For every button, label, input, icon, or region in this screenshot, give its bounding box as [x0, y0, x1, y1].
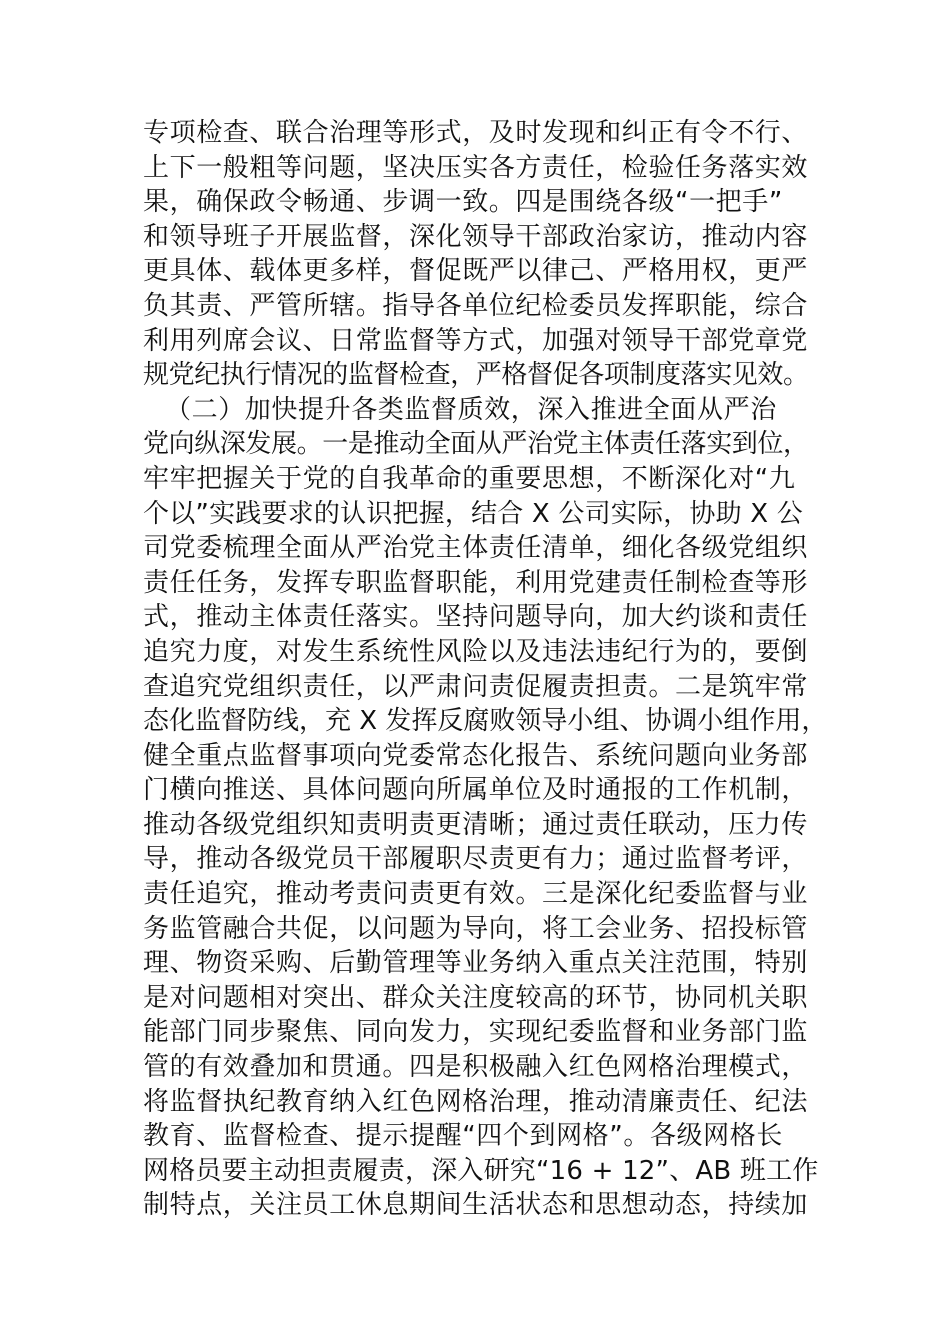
- text-line: 负其责、严管所辖。指导各单位纪检委员发挥职能，综合: [143, 290, 809, 321]
- text-line: 专项检查、联合治理等形式，及时发现和纠正有令不行、: [143, 118, 809, 148]
- text-line: 务监管融合共促，以问题为导向，将工会业务、招投标管: [143, 913, 809, 944]
- text-line: 管的有效叠加和贯通。四是积极融入红色网格治理模式，: [143, 1052, 809, 1083]
- text-line: 牢牢把握关于党的自我革命的重要思想，不断深化对“九: [143, 463, 796, 494]
- text-line: 网格员要主动担责履责，深入研究“16 + 12”、AB 班工作: [143, 1155, 819, 1186]
- text-line: 式，推动主体责任落实。坚持问题导向，加大约谈和责任: [143, 602, 809, 633]
- text-line: 态化监督防线，充 X 发挥反腐败领导小组、协调小组作用，: [143, 706, 828, 737]
- text-line: 责任任务，发挥专职监督职能，利用党建责任制检查等形: [143, 567, 809, 598]
- text-line: 门横向推送、具体问题向所属单位及时通报的工作机制，: [143, 775, 809, 806]
- paragraph-start-line: （二）加快提升各类监督质效，深入推进全面从严治: [165, 394, 777, 425]
- text-line: 上下一般粗等问题，坚决压实各方责任，检验任务落实效: [143, 152, 809, 183]
- text-line: 个以”实践要求的认识把握，结合 X 公司实际，协助 X 公: [143, 498, 803, 529]
- text-line: 将监督执纪教育纳入红色网格治理，推动清廉责任、纪法: [143, 1086, 809, 1117]
- text-line: 教育、监督检查、提示提醒“四个到网格”。各级网格长: [143, 1121, 783, 1152]
- text-line: 导，推动各级党员干部履职尽责更有力；通过监督考评，: [143, 844, 809, 875]
- text-line: 和领导班子开展监督，深化领导干部政治家访，推动内容: [143, 221, 809, 252]
- text-line: 是对问题相对突出、群众关注度较高的环节，协同机关职: [143, 982, 809, 1013]
- text-line: 司党委梳理全面从严治党主体责任清单，细化各级党组织: [143, 533, 809, 564]
- text-line: 能部门同步聚焦、同向发力，实现纪委监督和业务部门监: [143, 1017, 809, 1048]
- text-line: 利用列席会议、日常监督等方式，加强对领导干部党章党: [143, 325, 809, 356]
- text-line: 健全重点监督事项向党委常态化报告、系统问题向业务部: [143, 740, 809, 771]
- text-line: 更具体、载体更多样，督促既严以律己、严格用权，更严: [143, 256, 809, 287]
- text-line: 制特点，关注员工休息期间生活状态和思想动态，持续加: [143, 1190, 809, 1221]
- text-line: 党向纵深发展。一是推动全面从严治党主体责任落实到位，: [143, 429, 809, 460]
- text-line: 规党纪执行情况的监督检查，严格督促各项制度落实见效。: [143, 360, 809, 391]
- body-text: [143, 116, 843, 1223]
- text-line: 责任追究，推动考责问责更有效。三是深化纪委监督与业: [143, 879, 809, 910]
- text-line: 果，确保政令畅通、步调一致。四是围绕各级“一把手”: [143, 187, 783, 218]
- text-line: 推动各级党组织知责明责更清晰；通过责任联动，压力传: [143, 809, 809, 840]
- text-line: 查追究党组织责任，以严肃问责促履责担责。二是筑牢常: [143, 671, 809, 702]
- text-line: 理、物资采购、后勤管理等业务纳入重点关注范围，特别: [143, 948, 809, 979]
- text-line: 追究力度，对发生系统性风险以及违法违纪行为的，要倒: [143, 636, 809, 667]
